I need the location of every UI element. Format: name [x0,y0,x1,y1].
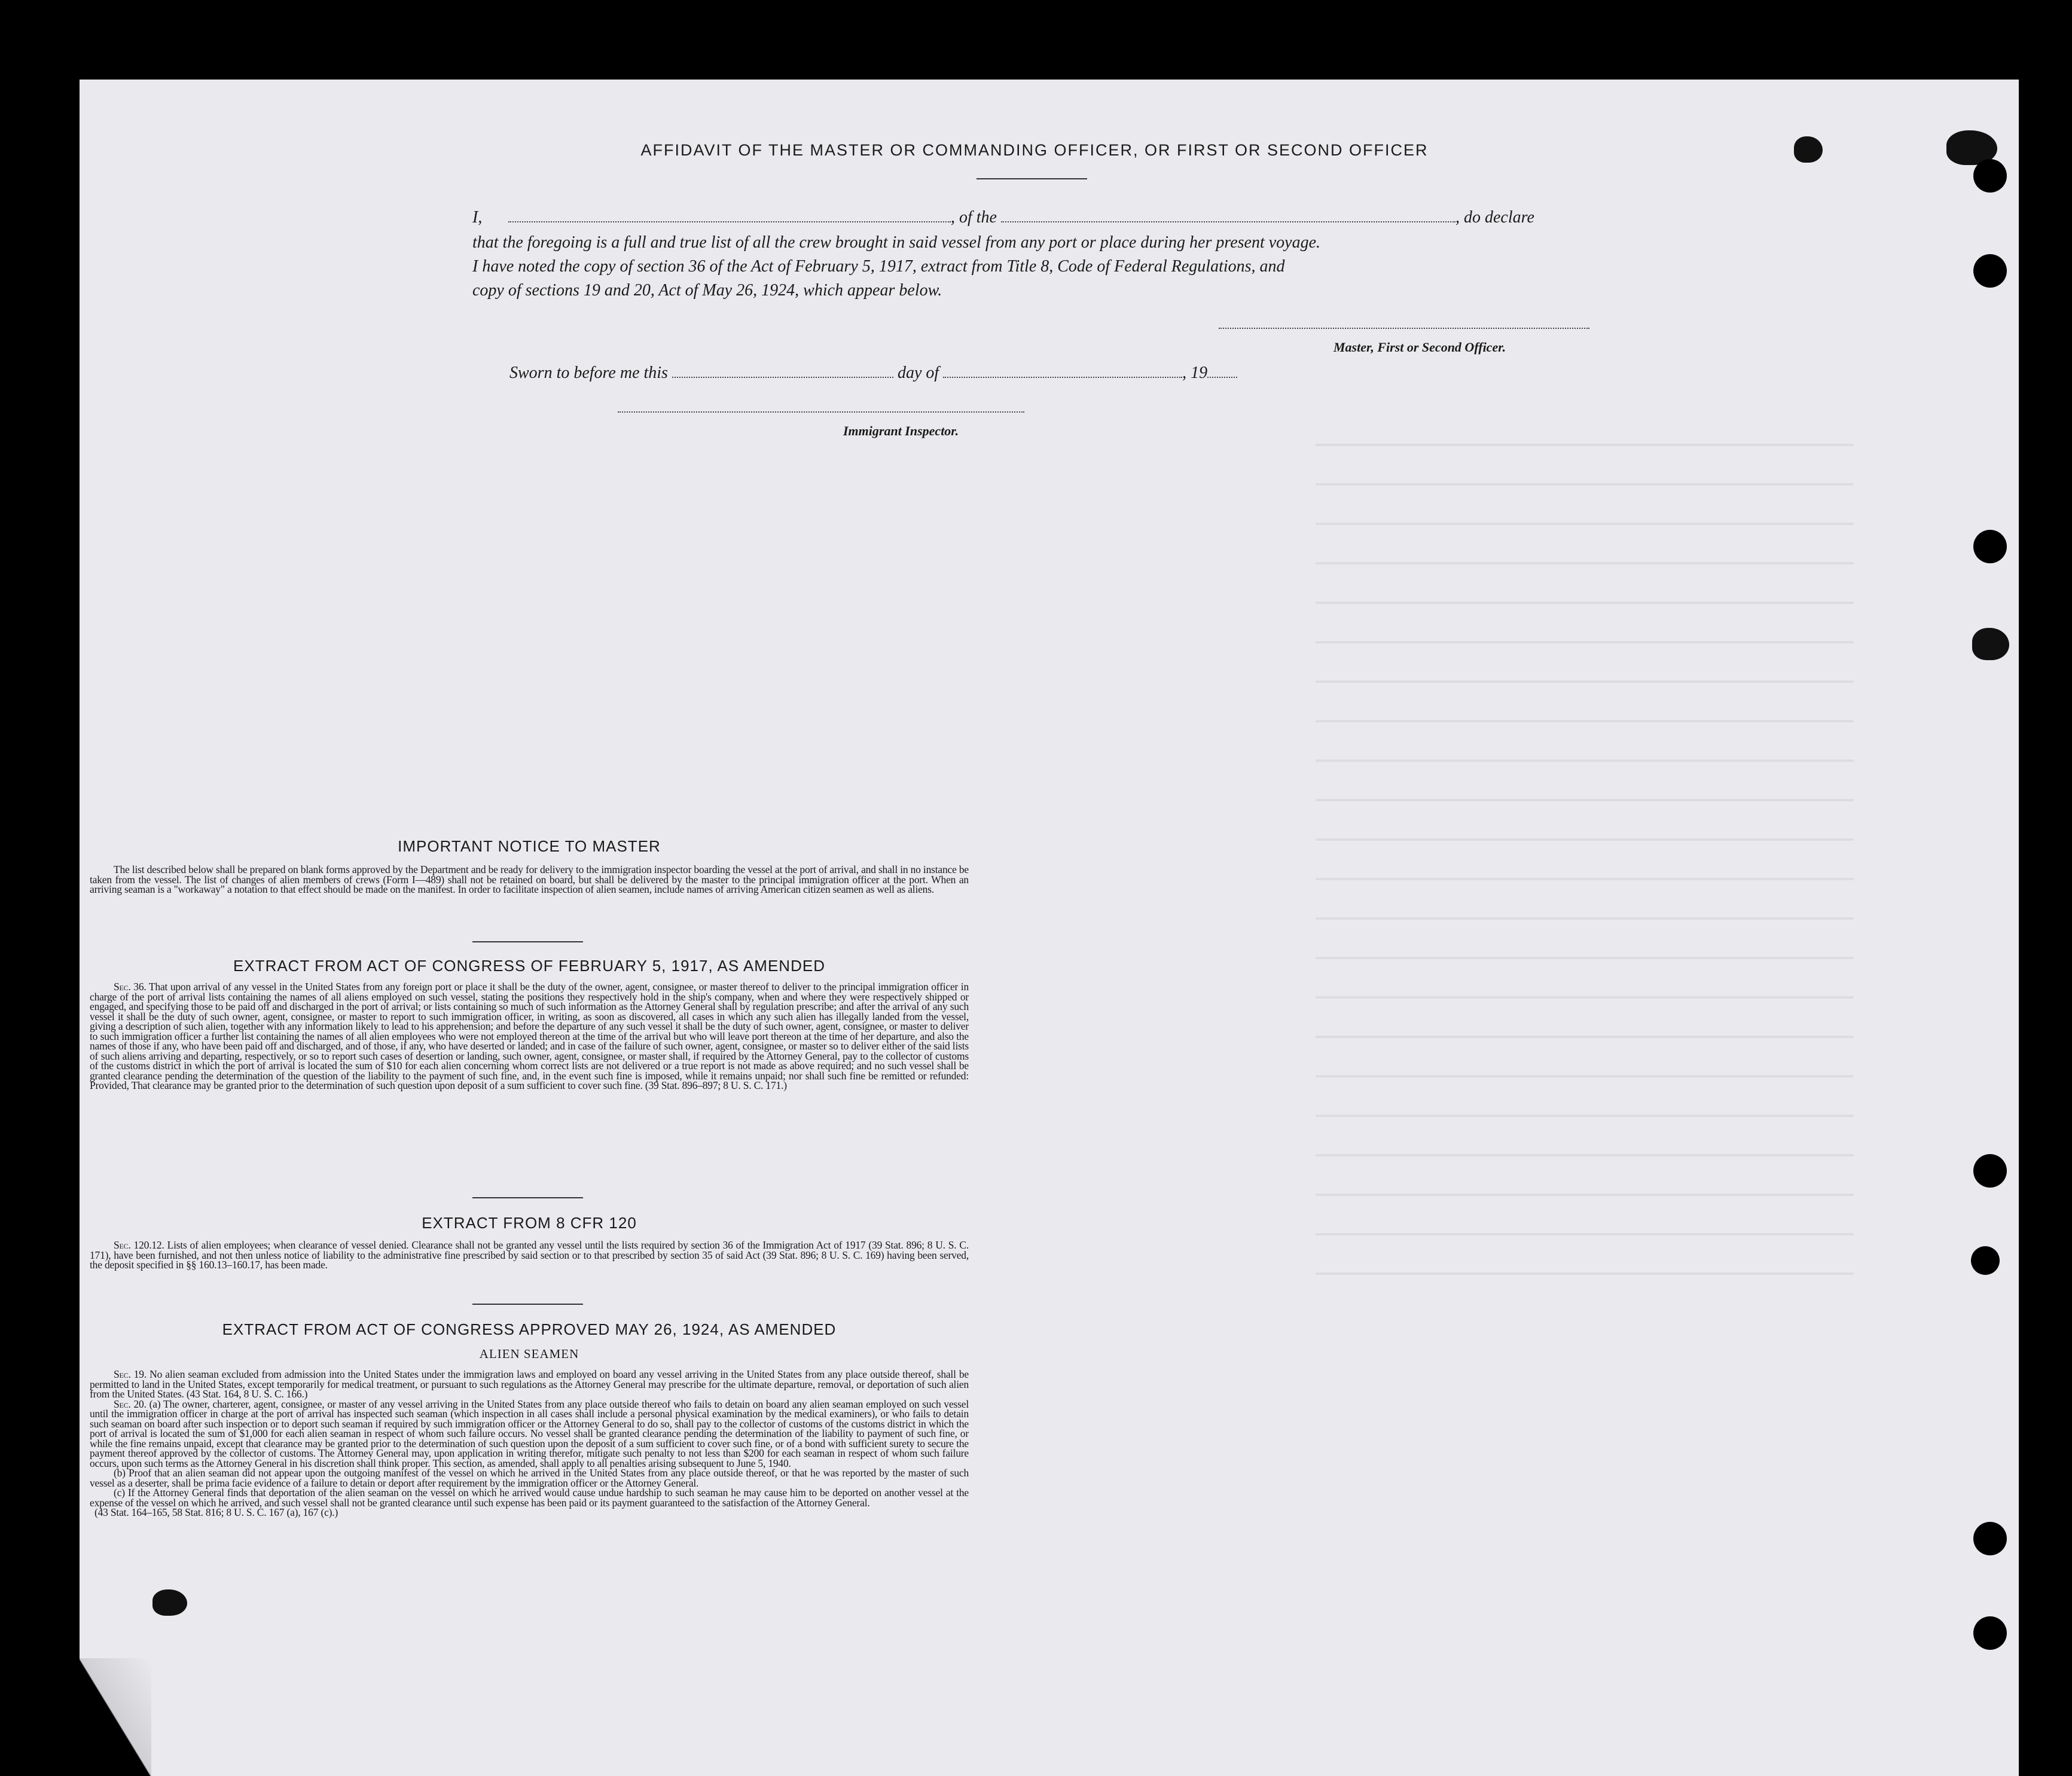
vessel-field[interactable] [1001,207,1455,222]
year-label: , 19 [1182,364,1208,382]
notice-text: The list described below shall be prepared on blank forms approved by the Department and be ready for delivery to the immigration inspector boarding the vessel at the port of arrival, and shall in no instance be taken from the vessel. The list of changes of alien members of crews (Form I—489) shall not be retained on board, but shall be delivered by the master to the principal immigration officer at the port. When an arriving seaman is a "workaway" a notation to that effect should be made on the manifest. In order to facilitate inspection of alien seamen, include names of arriving American citizen seamen as well as aliens. [90,863,969,895]
sworn-label: Sworn to before me this [509,364,668,382]
punch-hole [1973,1522,2007,1555]
extract-cfr-body [90,1240,969,1270]
notice-heading: IMPORTANT NOTICE TO MASTER [398,837,661,855]
ink-blot [1972,628,2009,660]
extract-1924-body [90,1369,969,1518]
affidavit-body [472,231,1591,303]
affidavit-body-line: copy of sections 19 and 20, Act of May 26, 1924, which appear below. [472,281,942,300]
alien-seamen-subheading: ALIEN SEAMEN [479,1347,579,1361]
section-rule [472,1304,583,1305]
extract-1917-heading: EXTRACT FROM ACT OF CONGRESS OF FEBRUARY 5, 1917, AS AMENDED [233,957,825,975]
affidavit-title: AFFIDAVIT OF THE MASTER OR COMMANDING OFFICER, OR FIRST OR SECOND OFFICER [640,141,1429,159]
sec20b-text: (b) Proof that an alien seaman did not appear upon the outgoing manifest of the vessel on which he arrived in the United States from any place outside thereof, or that he was reported by the master of such vessel as a deserter, shall be prima facie evidence of a failure to detain or deport after requirement by the immigration officer or the Attorney General. [90,1467,969,1489]
extract-1924-heading: EXTRACT FROM ACT OF CONGRESS APPROVED MAY 26, 1924, AS AMENDED [222,1320,837,1338]
sec19-label: Sec. 19. [114,1368,147,1380]
sec20-text: (a) The owner, charterer, agent, consignee, or master of any vessel arriving in the United States from any place outside thereof who fails to detain on board any alien seaman employed on such vessel until the immigration officer in charge at the port of arrival has inspected such seaman (which inspection in all cases shall include a personal physical examination by the medical examiners), or who fails to detain such seaman on board after such inspection or to deport such seaman if required by such immigration officer or the Attorney General to do so, shall pay to the collector of customs of the customs district in which the port of arrival is located the sum of $1,000 for each alien seaman in respect of whom such failure occurs. No vessel shall be granted clearance pending the determination of the liability to payment of such fine, or while the fine remains unpaid, except that clearance may be granted prior to the determination of such question upon the deposit of a sum sufficient to cover such fine, or of a bond with sufficient surety to secure the payment thereof approved by the collector of customs. The Attorney General may, upon application in writing therefor, mitigate such penalty to not less than $200 for each seaman in respect of whom such failure occurs, upon such terms as the Attorney General in his discretion shall think proper. This section, as amended, shall apply to all penalties arising subsequent to June 5, 1940. [90,1397,969,1469]
ink-blot [152,1589,187,1616]
folded-corner [80,1658,151,1776]
inspector-signature-caption: Immigrant Inspector. [843,423,959,438]
day-of-label: day of [897,364,939,382]
punch-hole [1973,254,2007,288]
punch-hole [1971,1246,2000,1275]
section-rule [472,1197,583,1198]
name-field[interactable] [508,207,951,222]
affidavit-declaration-line [472,206,1591,230]
affidavit-body-line: that the foregoing is a full and true list of all the crew brought in said vessel from any port or place during her present voyage. [472,233,1321,252]
sec36-text: That upon arrival of any vessel in the United States from any foreign port or place it shall be the duty of the owner, agent, consignee, or master thereof to deliver to the principal immigration officer in charge of the port of arrival lists containing the names of all aliens employed on such vessel, stating the positions they respectively hold in the ship's company, when and where they were respectively shipped or engaged, and specifying those to be paid off and discharged in the port of arrival; or lists containing so much of such information as the Attorney General shall by regulation prescribe; and after the arrival of any such vessel it shall be the duty of such owner, agent, consignee, or master to report to such immigration officer, in writing, as soon as discovered, all cases in which any such alien has illegally landed from the vessel, giving a description of such alien, together with any information likely to lead to his apprehension; and before the departure of any such vessel it shall be the duty of such owner, agent, consignee, or master to deliver to such immigration officer a further list containing the names of all alien employees who were not employed thereon at the time of the arrival but who will leave port thereon at the time of her departure, and also the names of those if any, who have been paid off and discharged, and of those, if any, who have deserted or landed; and in case of the failure of such owner, agent, consignee, or master so to deliver either of the said lists of such aliens arriving and departing, respectively, or so to report such cases of desertion or landing, such owner, agent, consignee, or master shall, if required by the Attorney General, pay to the collector of customs of the customs district in which the port of arrival is located the sum of $10 for each alien concerning whom correct lists are not delivered or a true report is not made as above required; and no such vessel shall be granted clearance pending the determination of the question of the liability to the payment of such fine, and, in the event such fine is imposed, while it remains unpaid; nor shall such fine be remitted or refunded: Provided, That clearance may be granted prior to the determination of such question upon deposit of a sum sufficient to cover such fine. (39 Stat. 896–897; 8 U. S. C. 171.) [90,981,969,1091]
sec20-label: Sec. 20. [114,1397,147,1410]
sec120-label: Sec. 120.12. [114,1239,164,1251]
citation-text: (43 Stat. 164–165, 58 Stat. 816; 8 U. S. C. 167 (a), 167 (c).) [94,1506,338,1518]
punch-hole [1973,1154,2007,1188]
year-field[interactable] [1207,362,1237,378]
notice-body [90,865,969,895]
master-signature-caption: Master, First or Second Officer. [1333,340,1506,355]
inspector-signature-line[interactable] [618,411,1024,413]
sworn-line [509,361,1628,385]
extract-cfr-heading: EXTRACT FROM 8 CFR 120 [422,1214,637,1232]
i-label: I, [472,208,483,227]
affidavit-body-line: I have noted the copy of section 36 of the Act of February 5, 1917, extract from Title 8, Code of Federal Regulations, and [472,257,1285,276]
punch-hole [1973,530,2007,563]
punch-hole [1973,1616,2007,1650]
day-field[interactable] [672,362,893,378]
of-the-label: , of the [951,208,997,227]
do-declare-label: , do declare [1455,208,1534,227]
month-field[interactable] [943,362,1182,378]
ink-blot [1794,136,1823,163]
sec36-label: Sec. 36. [114,981,147,993]
sec120-text: Lists of alien employees; when clearance of vessel denied. Clearance shall not be granted any vessel until the lists required by section 36 of the Immigration Act of 1917 (39 Stat. 896; 8 U. S. C. 171), have been furnished, and not then unless notice of liability to the administrative fine prescribed by said section or to that prescribed by section 35 of said Act (39 Stat. 896; 8 U. S. C. 169) having been served, the deposit specified in §§ 160.13–160.17, has been made. [90,1239,969,1271]
sec19-text: No alien seaman excluded from admission into the United States under the immigration laws and employed on board any vessel arriving in the United States from any place outside thereof, shall be permitted to land in the United States, except temporarily for medical treatment, or pursuant to such regulations as the Attorney General may prescribe for the ultimate departure, removal, or deportation of such alien from the United States. (43 Stat. 164, 8 U. S. C. 166.) [90,1368,969,1400]
bleed-through-text [1316,407,1854,1304]
title-rule [977,178,1087,179]
punch-hole [1973,159,2007,193]
sec20c-text: (c) If the Attorney General finds that deportation of the alien seaman on the vessel on which he arrived would cause undue hardship to such seaman he may cause him to be deported on another vessel at the expense of the vessel on which he arrived, and such vessel shall not be granted clearance until such expense has been paid or its payment guaranteed to the satisfaction of the Attorney General. [90,1487,969,1509]
section-rule [472,941,583,942]
master-signature-line[interactable] [1219,328,1589,329]
extract-1917-body [90,982,969,1091]
